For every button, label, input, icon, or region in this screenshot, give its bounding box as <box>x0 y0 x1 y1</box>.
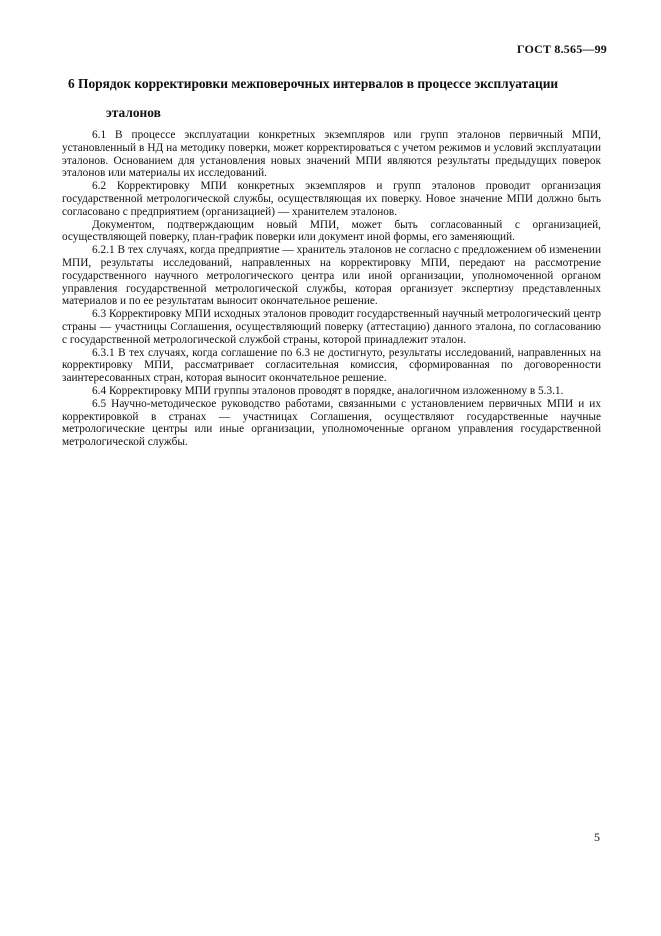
paragraph-6-1: 6.1 В процессе эксплуатации конкретных экземпляров или групп эталонов первичный МПИ, установленный в НД на методику поверки, может корректироваться с учетом режимов и условий эксплуатации эталонов. Основанием для установления новых значений МПИ являются результаты предыдущих поверок эталонов или материалы их исследований. <box>62 129 601 180</box>
section-heading <box>68 69 608 127</box>
paragraph-6-3-1: 6.3.1 В тех случаях, когда соглашение по 6.3 не достигнуто, результаты исследований, направленных на корректировку МПИ, рассматривает согласительная комиссия, сформированная по договоренности заинтересованных стран, которая выносит окончательное решение. <box>62 346 601 385</box>
paragraph-6-3: 6.3 Корректировку МПИ исходных эталонов проводит государственный научный метрологический центр страны — участницы Соглашения, осуществляющий поверку (аттестацию) данного эталона, по согласованию с государственной метрологической службой страны, которой принадлежит эталон. <box>62 308 601 346</box>
paragraph-6-4: 6.4 Корректировку МПИ группы эталонов проводят в порядке, аналогичном изложенному в 5.3.1. <box>92 384 564 397</box>
document-code: ГОСТ 8.565—99 <box>516 42 607 56</box>
paragraph-6-2: 6.2 Корректировку МПИ конкретных экземпляров и групп эталонов проводит организация государственной метрологической службы, осуществляющая их поверку. Новое значение МПИ должно быть согласовано с предприятием (организацией) — хранителем эталонов. <box>62 180 601 218</box>
paragraph-6-5: 6.5 Научно-методическое руководство работами, связанными с установлением первичных МПИ и их корректировкой в странах — участницах Соглашения, осуществляют государственные научные метрологические центры или иные организации, уполномоченные органом управления государственной метрологической службы. <box>62 397 601 449</box>
section-body <box>62 129 601 449</box>
page-number: 5 <box>594 830 600 844</box>
section-heading-line2: эталонов <box>106 105 161 120</box>
paragraph-6-2-1: 6.2.1 В тех случаях, когда предприятие — хранитель эталонов не согласно с предложением об изменении МПИ, результаты исследований, направленных на корректировку МПИ, передают на рассмотрение государственного научного метрологического центра или иной организации, уполномоченной органом управления государственной метрологической службы, которая организует экспертизу представленных материалов и по ее результатам выносит окончательное решение. <box>62 244 601 308</box>
section-heading-line1: 6 Порядок корректировки межповерочных интервалов в процессе эксплуатации <box>68 76 559 91</box>
paragraph-6-2-document: Документом, подтверждающим новый МПИ, может быть согласованный с организацией, осуществляющей поверку, план-график поверки или документ иной формы, его заменяющий. <box>62 218 601 244</box>
